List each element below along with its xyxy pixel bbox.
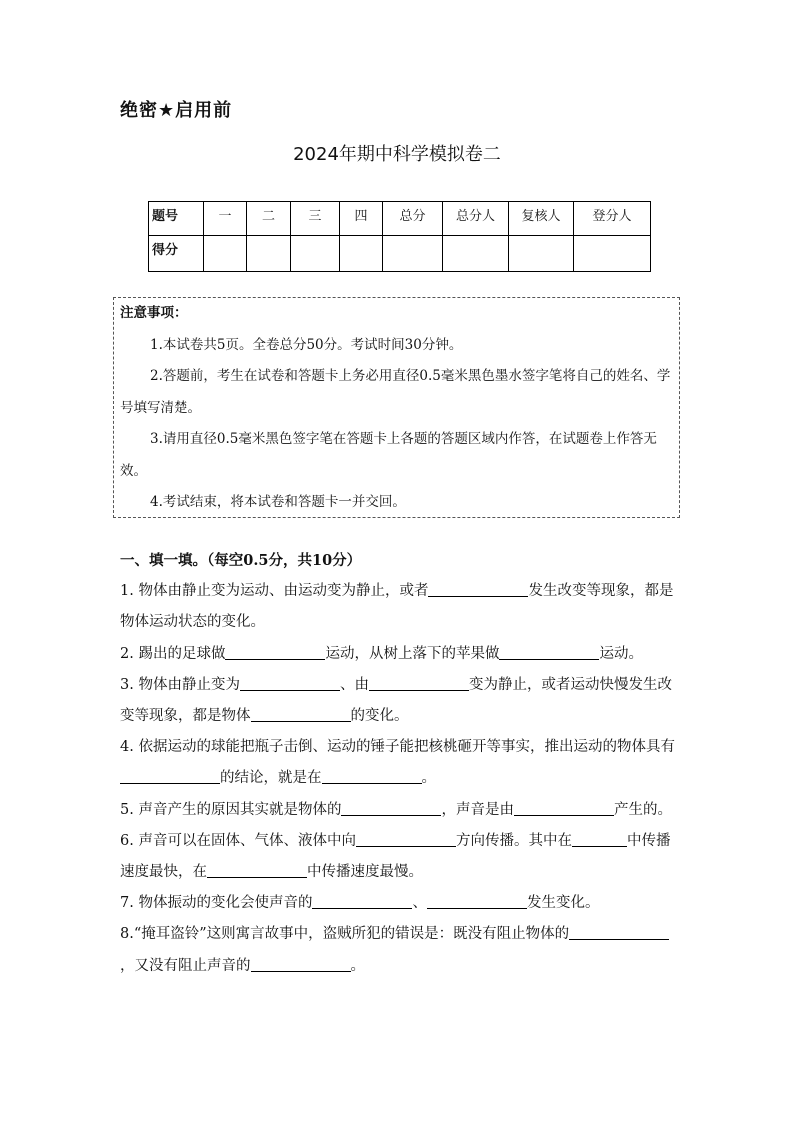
answer-blank[interactable] bbox=[251, 703, 351, 722]
score-table-score-row bbox=[149, 236, 651, 272]
header-cell-scorer: 总分人 bbox=[443, 202, 509, 236]
answer-blank[interactable] bbox=[569, 921, 669, 940]
score-cell bbox=[443, 236, 509, 272]
notice-item: 2.答题前，考生在试卷和答题卡上务必用直径0.5毫米黑色墨水签字笔将自己的姓名、学号填写清楚。 bbox=[120, 368, 671, 416]
question-5: 5. 声音产生的原因其实就是物体的 ，声音是由 产生的。 bbox=[120, 795, 680, 826]
header-cell-3: 三 bbox=[291, 202, 340, 236]
answer-blank[interactable] bbox=[428, 578, 528, 597]
question-4: 4. 依据运动的球能把瓶子击倒、运动的锤子能把核桃砸开等事实，推出运动的物体具有的结论，就是在 。 bbox=[120, 739, 675, 787]
score-cell bbox=[383, 236, 443, 272]
notice-item: 3.请用直径0.5毫米黑色签字笔在答题卡上各题的答题区域内作答，在试题卷上作答无效。 bbox=[120, 431, 657, 479]
answer-blank[interactable] bbox=[225, 641, 325, 660]
confidential-mark: 绝密★启用前 bbox=[120, 100, 233, 121]
answer-blank[interactable] bbox=[369, 672, 469, 691]
answer-blank[interactable] bbox=[499, 641, 599, 660]
header-cell-reviewer: 复核人 bbox=[509, 202, 574, 236]
answer-blank[interactable] bbox=[120, 765, 220, 784]
header-cell-1: 一 bbox=[204, 202, 247, 236]
score-cell bbox=[247, 236, 291, 272]
score-cell bbox=[574, 236, 651, 272]
notice-box bbox=[113, 297, 680, 518]
answer-blank[interactable] bbox=[322, 765, 422, 784]
header-cell-question-no: 题号 bbox=[149, 202, 204, 236]
answer-blank[interactable] bbox=[356, 828, 456, 847]
header-cell-2: 二 bbox=[247, 202, 291, 236]
answer-blank[interactable] bbox=[240, 672, 340, 691]
notice-title: 注意事项： bbox=[120, 305, 188, 321]
score-table-header-row bbox=[149, 202, 651, 236]
page-title: 2024年期中科学模拟卷二 bbox=[293, 144, 501, 165]
question-8: 8.“掩耳盗铃”这则寓言故事中，盗贼所犯的错误是：既没有阻止物体的，又没有阻止声音的 。 bbox=[120, 919, 680, 981]
header-cell-4: 四 bbox=[340, 202, 383, 236]
header-cell-total: 总分 bbox=[383, 202, 443, 236]
header-cell-recorder: 登分人 bbox=[574, 202, 651, 236]
answer-blank[interactable] bbox=[341, 797, 441, 816]
answer-blank[interactable] bbox=[251, 953, 351, 972]
score-table bbox=[148, 201, 651, 272]
answer-blank[interactable] bbox=[514, 797, 614, 816]
score-cell bbox=[204, 236, 247, 272]
section-title: 一、填一填。（每空0.5分，共10分） bbox=[120, 552, 362, 569]
question-6: 6. 声音可以在固体、气体、液体中向 方向传播。其中在 中传播速度最快，在 中传播速度最慢。 bbox=[120, 826, 680, 888]
score-row-label: 得分 bbox=[149, 236, 204, 272]
score-cell bbox=[509, 236, 574, 272]
score-cell bbox=[340, 236, 383, 272]
question-3: 3. 物体由静止变为 、由 变为静止，或者运动快慢发生改变等现象，都是物体 的变化。 bbox=[120, 670, 680, 732]
notice-item: 4.考试结束，将本试卷和答题卡一并交回。 bbox=[150, 494, 406, 510]
question-2: 2. 踢出的足球做 运动，从树上落下的苹果做 运动。 bbox=[120, 639, 680, 670]
answer-blank[interactable] bbox=[207, 859, 307, 878]
question-7: 7. 物体振动的变化会使声音的 、 发生变化。 bbox=[120, 888, 680, 919]
answer-blank[interactable] bbox=[572, 828, 627, 847]
question-section bbox=[120, 545, 680, 982]
question-1: 1. 物体由静止变为运动、由运动变为静止，或者 发生改变等现象，都是物体运动状态的变化。 bbox=[120, 576, 680, 638]
notice-item: 1.本试卷共5页。全卷总分50分。考试时间30分钟。 bbox=[150, 336, 463, 353]
answer-blank[interactable] bbox=[427, 890, 527, 909]
answer-blank[interactable] bbox=[312, 890, 412, 909]
score-cell bbox=[291, 236, 340, 272]
